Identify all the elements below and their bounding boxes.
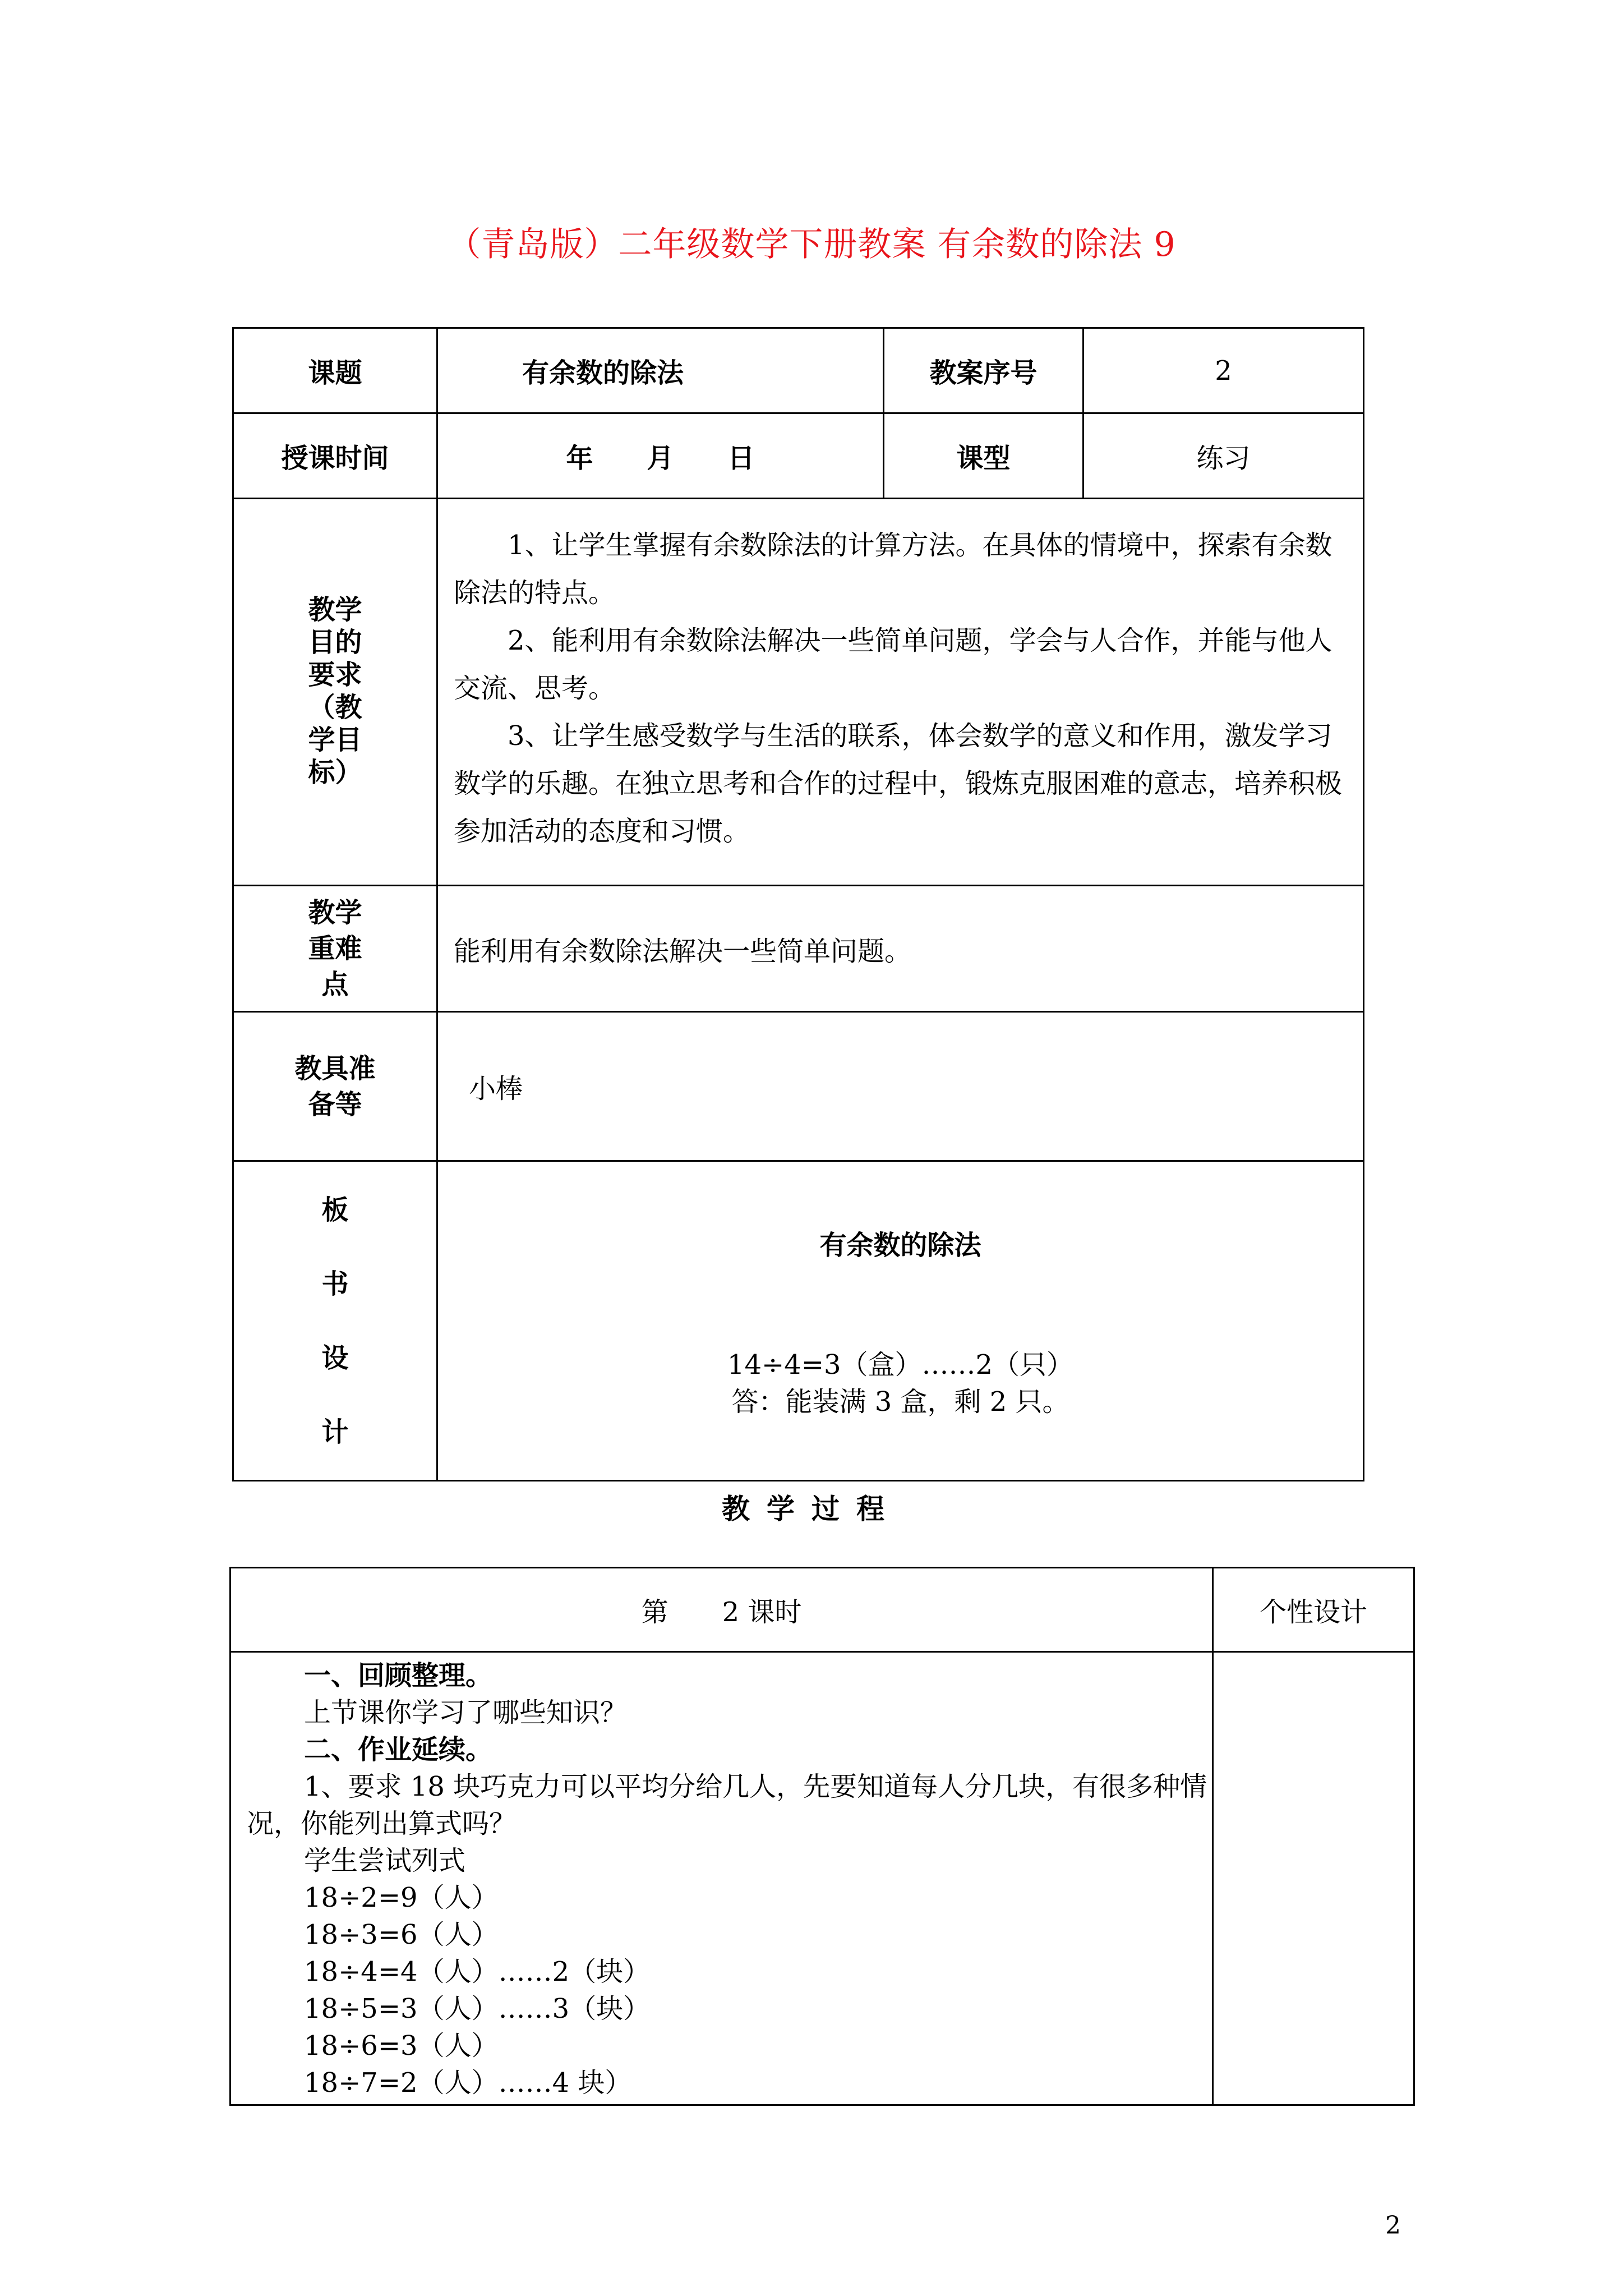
board-design-content xyxy=(437,1161,1364,1481)
goal-item: 3、让学生感受数学与生活的联系，体会数学的意义和作用，激发学习数学的乐趣。在独立思考和合作的过程中，锻炼克服困难的意志，培养积极参加活动的态度和习惯。 xyxy=(454,720,1343,847)
lesson-type-value: 练习 xyxy=(1083,413,1364,499)
prep-label-text: 教具准备等 xyxy=(294,1052,376,1120)
equation-line: 18÷7=2（人）……4 块） xyxy=(304,2067,632,2099)
prep-label xyxy=(233,1012,437,1161)
period-header: 第 2 课时 xyxy=(230,1568,1213,1652)
equation-line: 18÷5=3（人）……3（块） xyxy=(304,1993,651,2024)
process-content xyxy=(230,1652,1213,2105)
date-value: 年 月 日 xyxy=(437,413,884,499)
prep-value: 小棒 xyxy=(437,1012,1364,1161)
goals-label xyxy=(233,499,437,886)
page-number: 2 xyxy=(1385,2211,1401,2240)
personal-design-header: 个性设计 xyxy=(1213,1568,1414,1652)
lesson-info-table xyxy=(232,327,1364,1481)
section-heading: 二、作业延续。 xyxy=(304,1734,493,1765)
personal-design-cell xyxy=(1213,1652,1414,2105)
date-label: 授课时间 xyxy=(233,413,437,499)
goal-item: 2、能利用有余数除法解决一些简单问题，学会与人合作，并能与他人交流、思考。 xyxy=(454,625,1332,704)
lesson-type-label: 课型 xyxy=(884,413,1083,499)
equation-line: 18÷4=4（人）……2（块） xyxy=(304,1956,651,1987)
lesson-number-label: 教案序号 xyxy=(884,328,1083,413)
topic-value: 有余数的除法 xyxy=(437,328,884,413)
board-label-char: 设 xyxy=(321,1342,349,1374)
process-heading: 教学过程 xyxy=(722,1492,901,1525)
goal-item: 1、让学生掌握有余数除法的计算方法。在具体的情境中，探索有余数除法的特点。 xyxy=(454,530,1332,609)
lesson-number-value: 2 xyxy=(1083,328,1364,413)
key-points-value: 能利用有余数除法解决一些简单问题。 xyxy=(437,886,1364,1012)
key-points-label xyxy=(233,886,437,1012)
equation-line: 18÷2=9（人） xyxy=(304,1882,499,1913)
board-answer: 答：能装满 3 盒，剩 2 只。 xyxy=(731,1386,1069,1418)
board-design-label xyxy=(233,1161,437,1481)
board-equation: 14÷4=3（盒）……2（只） xyxy=(727,1349,1074,1381)
goals-label-text: 教学目的要求（教学目标） xyxy=(308,594,362,788)
board-title: 有余数的除法 xyxy=(819,1230,981,1261)
process-line: 1、要求 18 块巧克力可以平均分给几人，先要知道每人分几块，有很多种情况，你能列出算式吗？ xyxy=(247,1771,1207,1839)
equation-line: 18÷6=3（人） xyxy=(304,2030,499,2062)
key-points-label-text: 教学重难点 xyxy=(308,897,362,1000)
process-table xyxy=(229,1567,1415,2106)
process-line: 上节课你学习了哪些知识？ xyxy=(304,1697,628,1728)
board-label-char: 板 xyxy=(321,1194,349,1226)
goals-cell xyxy=(437,499,1364,886)
section-heading: 一、回顾整理。 xyxy=(304,1660,493,1691)
board-label-char: 书 xyxy=(321,1268,349,1300)
topic-label: 课题 xyxy=(233,328,437,413)
process-line: 学生尝试列式 xyxy=(304,1845,466,1876)
equation-line: 18÷3=6（人） xyxy=(304,1919,499,1950)
document-title: （青岛版）二年级数学下册教案 有余数的除法 9 xyxy=(447,225,1176,264)
board-label-char: 计 xyxy=(321,1416,349,1448)
